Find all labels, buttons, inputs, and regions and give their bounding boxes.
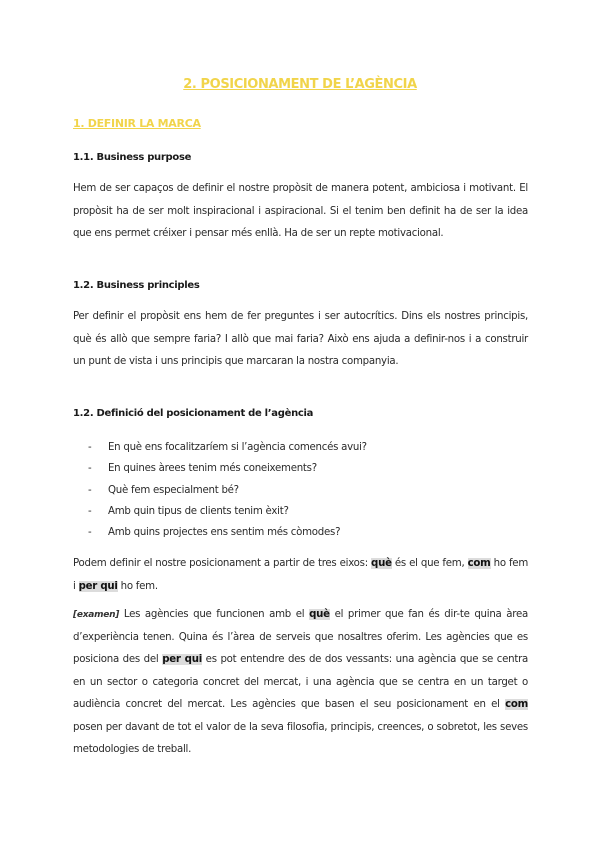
list-item-text: En quines àrees tenim més coneixements? (108, 463, 317, 475)
list-item: - En quines àrees tenim més coneixements? (88, 463, 317, 475)
list-item: - Què fem especialment bé? (88, 484, 239, 496)
text-run: es pot entendre des de dos vessants: una agència que se centra en un sector o categoria concret del mercat, i una agència que se centra en un target o audiència concret del mercat. Les agències que basen el seu posicionament en el (73, 654, 529, 710)
question-list (88, 437, 367, 543)
paragraph-three-axes (73, 553, 528, 598)
keyword-que: què (309, 609, 330, 620)
text-run: el primer que fan és dir-te quina àrea d’experiència tenen. Quina és l’àrea de serveis que nosaltres oferim. Les agències que es posiciona des del (73, 609, 528, 665)
subheading-definicio-posicionament: 1.2. Definició del posicionament de l’agència (73, 408, 314, 419)
page-title: 2. POSICIONAMENT DE L’AGÈNCIA (183, 77, 417, 92)
list-item: - Amb quin tipus de clients tenim èxit? (88, 505, 289, 517)
keyword-per-qui: per qui (78, 580, 118, 592)
list-item: - Amb quins projectes ens sentim més còmodes? (88, 527, 341, 539)
text-run: és el que fem, (391, 558, 468, 569)
list-item-text: Amb quins projectes ens sentim més còmodes? (108, 527, 341, 539)
exam-tag: [examen] (73, 610, 120, 620)
paragraph-business-principles: Per definir el propòsit ens hem de fer preguntes i ser autocrítics. Dins els nostres principis, què és allò que sempre faria? I allò que mai faria? Això ens ajuda a definir-nos i a construir un punt de vista i uns principis que marcaran la nostra companyia. (73, 311, 528, 367)
list-item-text: Què fem especialment bé? (108, 484, 239, 496)
subheading-business-principles: 1.2. Business principles (73, 280, 200, 291)
text-run: Les agències que funcionen amb el (119, 609, 310, 620)
keyword-per-qui: per qui (162, 654, 202, 665)
list-item: - En què ens focalitzaríem si l’agència comencés avui? (88, 442, 367, 453)
keyword-com: com (505, 699, 528, 710)
text-run: Podem definir el nostre posicionament a partir de tres eixos: (73, 558, 372, 569)
keyword-que: què (371, 558, 392, 569)
list-item-text: Amb quin tipus de clients tenim èxit? (108, 505, 289, 517)
section-heading-definir-la-marca: 1. DEFINIR LA MARCA (73, 117, 201, 130)
text-run: ho fem i (73, 558, 528, 592)
paragraph-exam-note (73, 604, 528, 762)
text-run: posen per davant de tot el valor de la seva filosofia, principis, creences, o sobretot, les seves metodologies de treball. (73, 721, 528, 755)
keyword-com: com (467, 558, 491, 569)
subheading-business-purpose: 1.1. Business purpose (73, 152, 192, 163)
paragraph-business-purpose: Hem de ser capaços de definir el nostre propòsit de manera potent, ambiciosa i motivant. El propòsit ha de ser molt inspiracional i aspiracional. Si el tenim ben definit ha de ser la idea que ens permet créixer i pensar més enllà. Ha de ser un repte motivacional. (73, 183, 528, 239)
list-item-text: En què ens focalitzaríem si l’agència comencés avui? (108, 442, 367, 453)
text-run: ho fem. (117, 580, 158, 592)
